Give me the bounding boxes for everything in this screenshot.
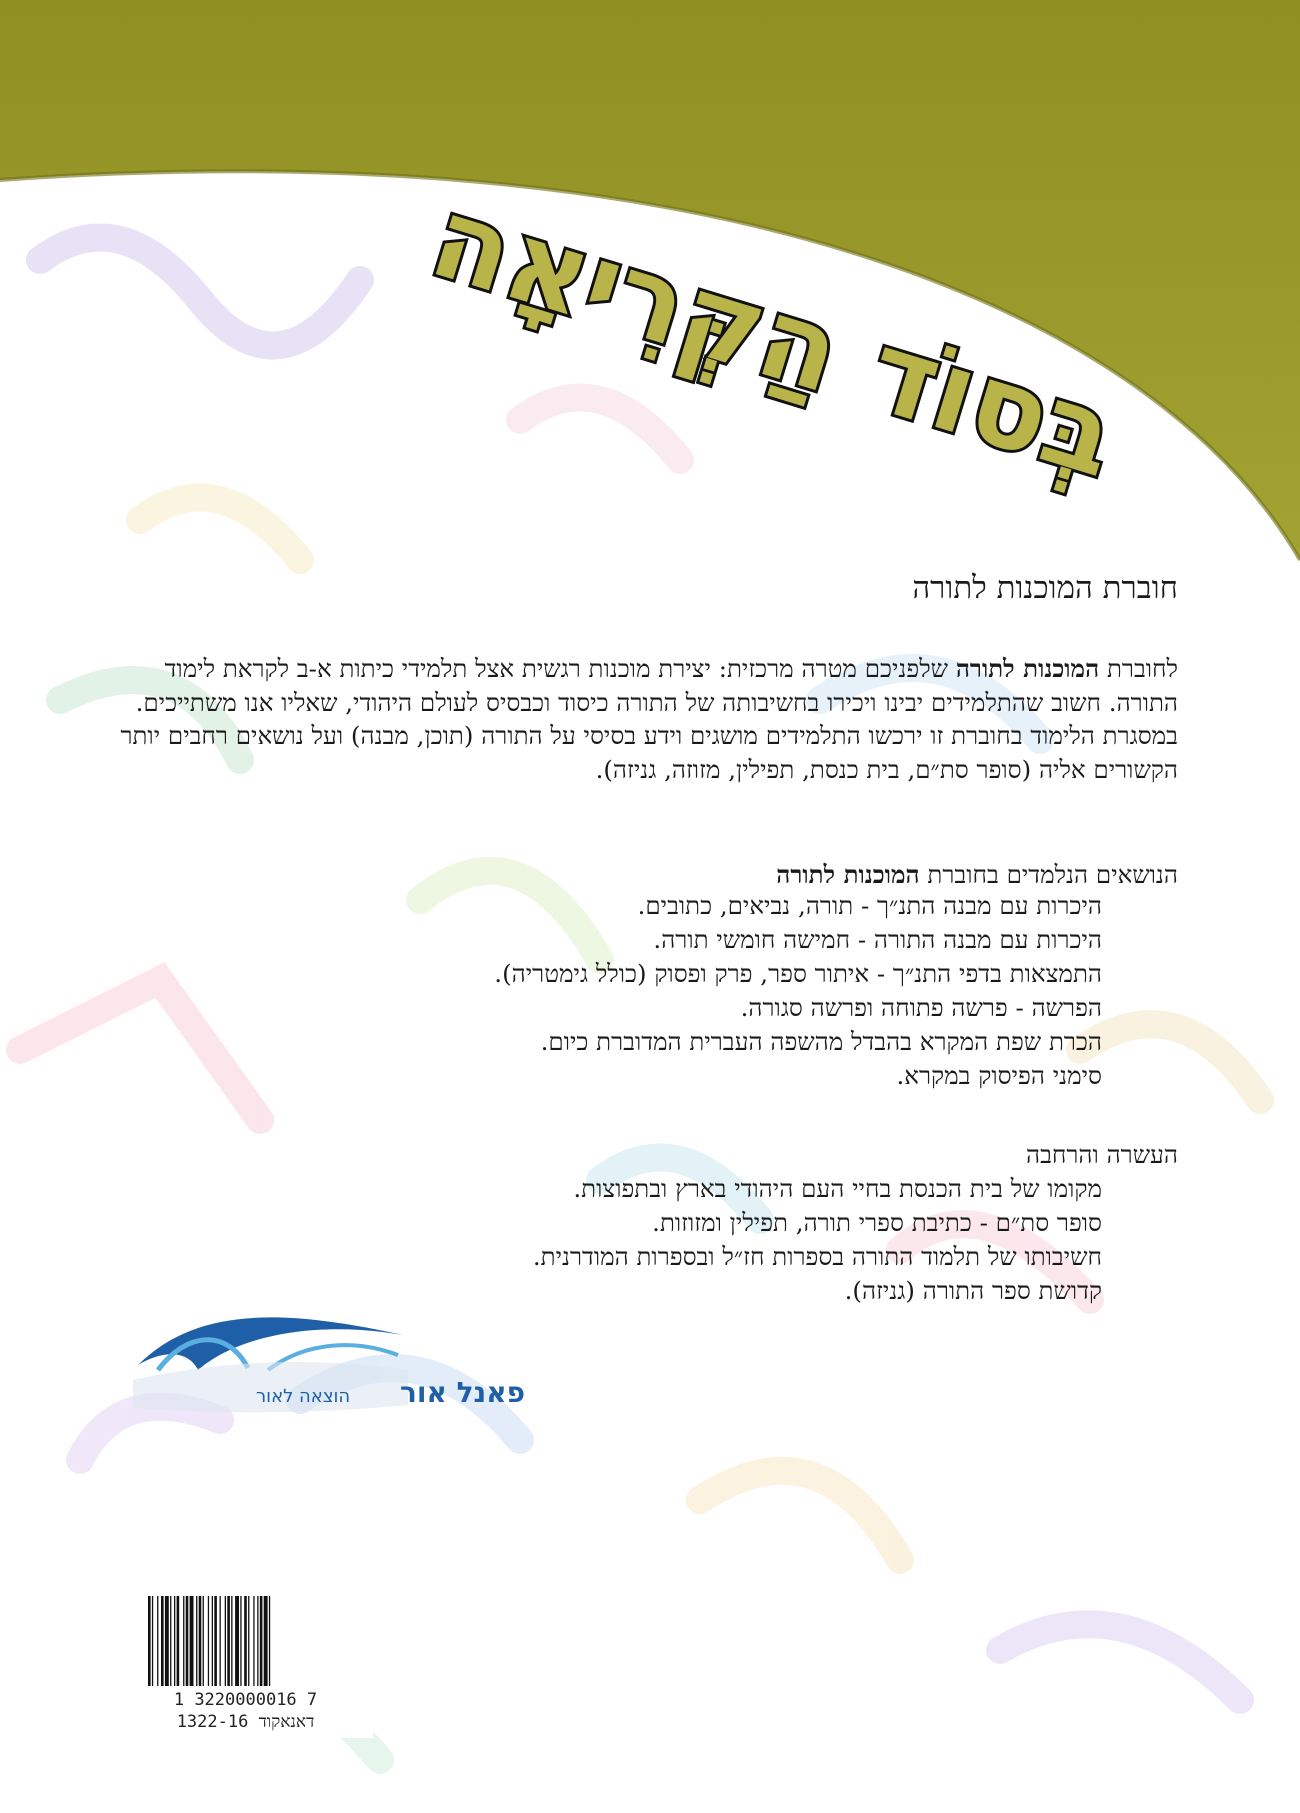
list-item: מקומו של בית הכנסת בחיי העם היהודי בארץ ובתפוצות.: [573, 1174, 1102, 1203]
intro-paragraphs: [108, 652, 1178, 786]
barcode-bars: [144, 1596, 354, 1692]
intro-paragraph-2: במסגרת הלימוד בחוברת זו ירכשו התלמידים מושגים וידע בסיסי על התורה (תוכן, מבנה) ועל נושאים רחבים יותר הקשורים אליה (סופר סת״ם, בית כנסת, תפילין, מזוזה, גניזה).: [120, 721, 1178, 784]
logo-wave-icon: [138, 1317, 403, 1370]
publisher-logo: [118, 1310, 526, 1418]
list-item: קדושת ספר התורה (גניזה).: [844, 1276, 1102, 1305]
publisher-name: פאנל אור: [400, 1376, 526, 1409]
list-item: הכרת שפת המקרא בהבדל מהשפה העברית המדוברת כיום.: [540, 1027, 1102, 1056]
barcode: [118, 1586, 373, 1738]
barcode-number: 1 3220000016 7: [173, 1690, 318, 1710]
list-item: היכרות עם מבנה התורה - חמישה חומשי תורה.: [653, 925, 1102, 954]
enrichment-heading: העשרה והרחבה: [1025, 1140, 1178, 1169]
subtitle: חוברת המוכנות לתורה: [912, 570, 1178, 606]
intro-bold-term: המוכנות לתורה: [955, 654, 1100, 683]
list-item: הפרשה - פרשה פתוחה ופרשה סגורה.: [740, 993, 1102, 1022]
barcode-catalog: דאנאקוד 1322-16: [176, 1712, 315, 1732]
intro-paragraph-1: לחוברת המוכנות לתורה שלפניכם מטרה מרכזית: יצירת מוכנות רגשית אצל תלמידי כיתות א-ב לקראת לימוד התורה. חשוב שהתלמידים יבינו ויכירו בחשיבותה של התורה כיסוד וכבסיס לעולם היהודי, שאליו אנו משתייכים.: [135, 654, 1178, 717]
enrichment-list: [202, 1172, 1102, 1308]
list-item: היכרות עם מבנה התנ״ך - תורה, נביאים, כתובים.: [637, 891, 1102, 920]
book-title: [400, 172, 1140, 503]
title-text: בְּסוֹד הַקְּרִיאָה: [417, 172, 1131, 503]
list-item: חשיבותו של תלמוד התורה בספרות חז״ל ובספרות המודרנית.: [532, 1242, 1102, 1271]
list-item: סימני הפיסוק במקרא.: [896, 1061, 1102, 1090]
list-item: התמצאות בדפי התנ״ך - איתור ספר, פרק ופסוק (כולל גימטריה).: [494, 959, 1102, 988]
topics-heading: הנושאים הנלמדים בחוברת המוכנות לתורה: [776, 860, 1178, 889]
publisher-tagline: הוצאה לאור: [256, 1386, 351, 1407]
list-item: סופר סת״ם - כתיבת ספרי תורה, תפילין ומזוזות.: [652, 1208, 1102, 1237]
topics-list: [202, 889, 1102, 1093]
topics-heading-bold: המוכנות לתורה: [776, 860, 920, 889]
